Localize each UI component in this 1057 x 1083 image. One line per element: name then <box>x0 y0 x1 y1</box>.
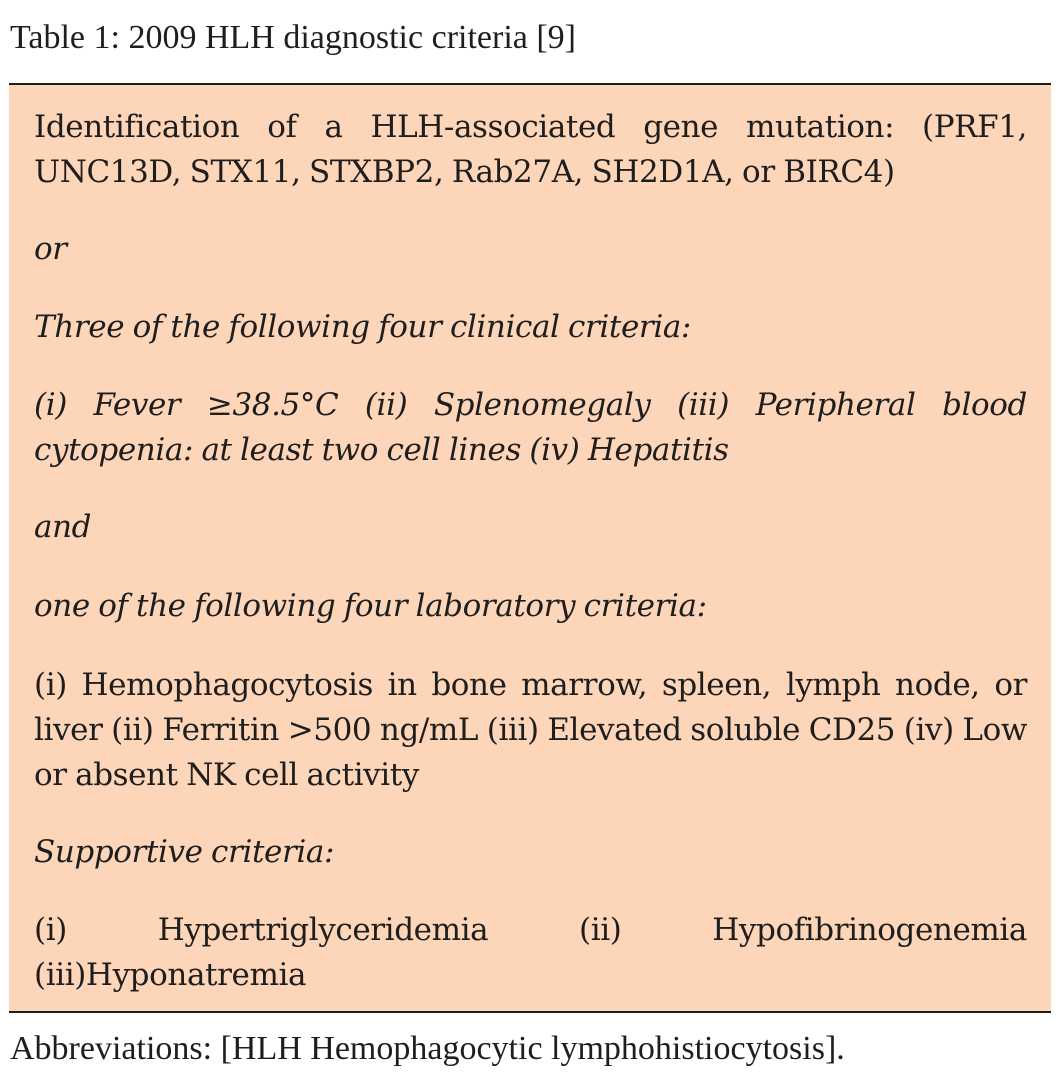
table-caption: Table 1: 2009 HLH diagnostic criteria [9] <box>10 19 576 56</box>
supportive-criteria-list: (i) Hypertriglyceridemia (ii) Hypofibrinogenemia (iii)Hyponatremia <box>34 912 1027 993</box>
or-connector: or <box>34 231 67 267</box>
and-connector: and <box>34 509 92 545</box>
criteria-table <box>9 83 1051 1013</box>
clinical-criteria-heading: Three of the following four clinical criteria: <box>34 309 691 345</box>
supportive-criteria-heading: Supportive criteria: <box>34 834 335 870</box>
laboratory-criteria-heading: one of the following four laboratory criteria: <box>34 588 707 624</box>
abbreviations-footnote: Abbreviations: [HLH Hemophagocytic lymphohistiocytosis]. <box>10 1030 845 1067</box>
gene-mutation-criterion: Identification of a HLH-associated gene mutation: (PRF1, UNC13D, STX11, STXBP2, Rab27A, SH2D1A, or BIRC4) <box>34 109 1027 190</box>
clinical-criteria-list: (i) Fever ≥38.5°C (ii) Splenomegaly (iii) Peripheral blood cytopenia: at least two cell lines (iv) Hepatitis <box>34 387 1027 468</box>
laboratory-criteria-list: (i) Hemophagocytosis in bone marrow, spleen, lymph node, or liver (ii) Ferritin >500 ng/mL (iii) Elevated soluble CD25 (iv) Low or absent NK cell activity <box>34 667 1027 793</box>
